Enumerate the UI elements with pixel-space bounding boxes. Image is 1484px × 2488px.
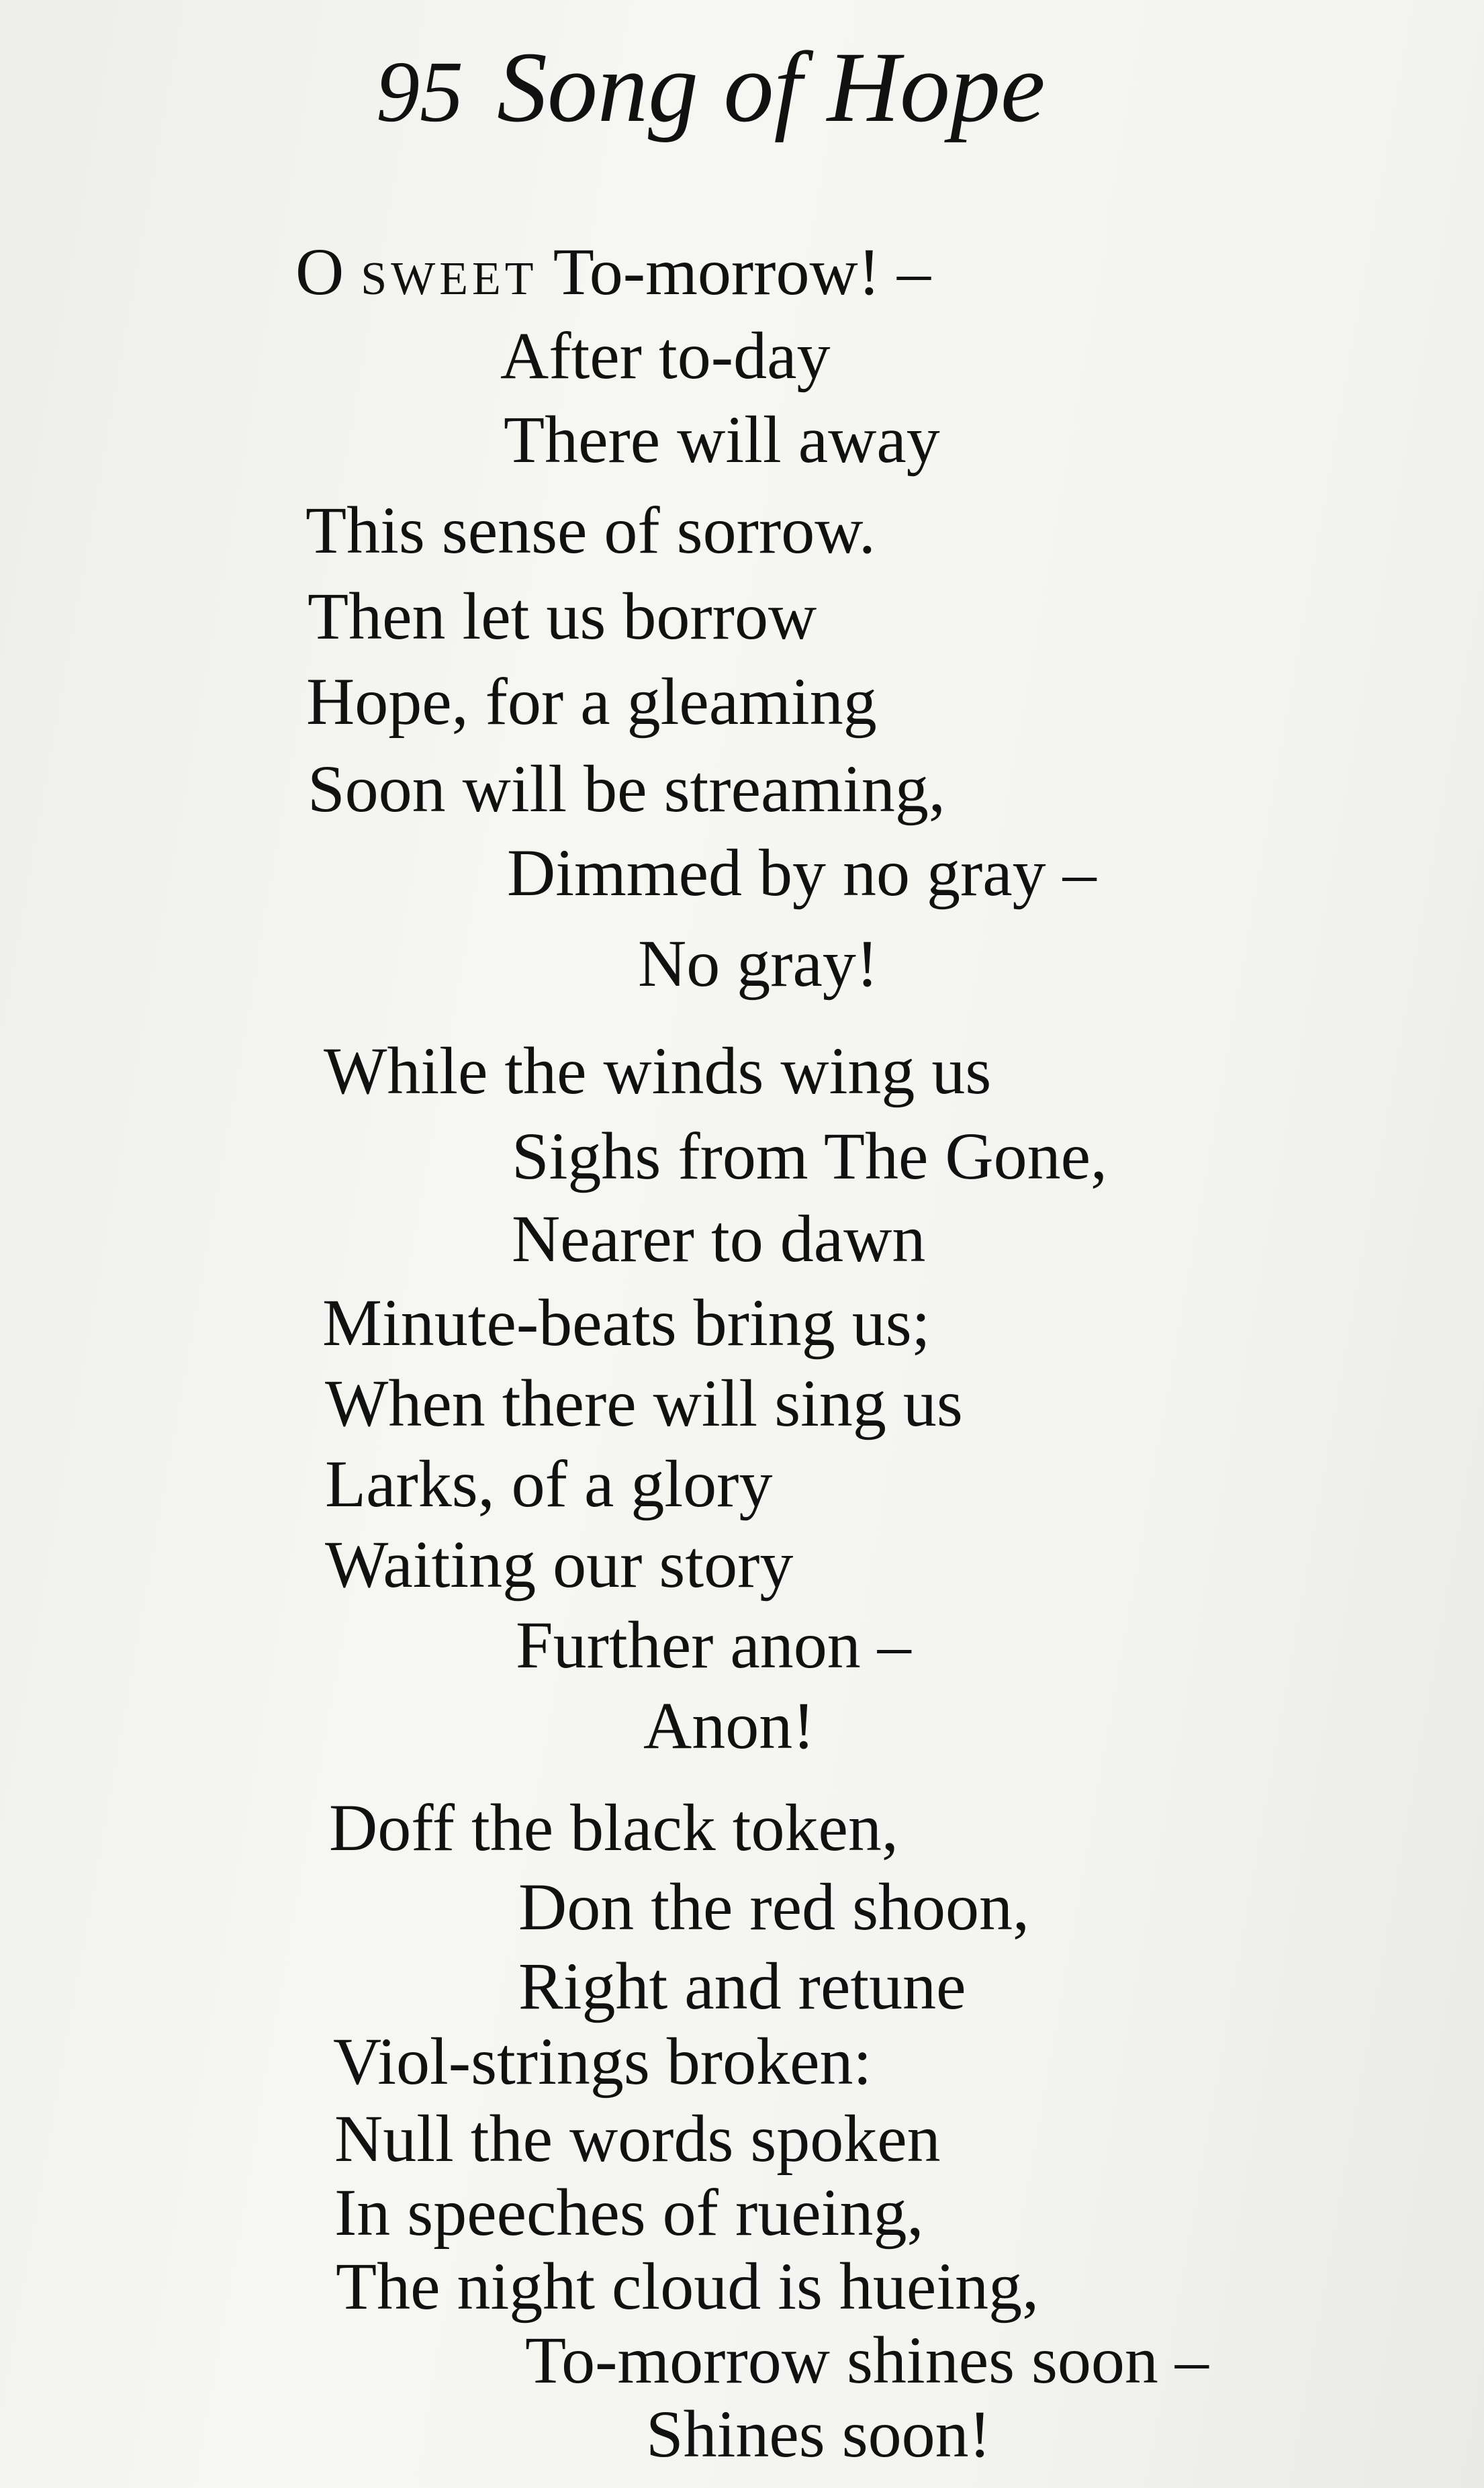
poem-line: Sighs from The Gone, <box>512 1119 1107 1193</box>
poem-heading <box>376 27 1046 148</box>
poem-line: Viol-strings broken: <box>333 2024 872 2099</box>
poem-line: To-morrow shines soon – <box>525 2323 1209 2397</box>
line-text: To-morrow! – <box>537 234 931 309</box>
poem-line: While the winds wing us <box>324 1033 992 1108</box>
poem-line: Waiting our story <box>325 1527 794 1602</box>
poem-line: Further anon – <box>516 1608 911 1682</box>
poem-line: Then let us borrow <box>308 579 817 653</box>
poem-line: Hope, for a gleaming <box>306 664 877 739</box>
poem-line: There will away <box>504 402 940 477</box>
poem-line: This sense of sorrow. <box>306 493 876 567</box>
small-caps-word: sweet <box>361 234 538 309</box>
poem-line: Soon will be streaming, <box>308 751 945 826</box>
poem-line: After to-day <box>500 318 831 393</box>
poem-title: Song of Hope <box>497 32 1046 143</box>
poem-line: Dimmed by no gray – <box>507 835 1097 910</box>
poem-line: Doff the black token, <box>329 1790 898 1865</box>
poem-line: In speeches of rueing, <box>334 2175 924 2250</box>
poem-line: Null the words spoken <box>334 2101 941 2176</box>
poem-line: No gray! <box>638 926 879 1001</box>
poem-line: Anon! <box>643 1688 815 1763</box>
poem-line: Nearer to dawn <box>512 1201 926 1276</box>
poem-line: Don the red shoon, <box>518 1870 1029 1944</box>
poem-line: When there will sing us <box>325 1366 963 1440</box>
poem-line: Shines soon! <box>646 2397 991 2471</box>
poem-line: The night cloud is hueing, <box>336 2249 1039 2323</box>
poem-line <box>295 234 931 309</box>
drop-letter: O <box>295 234 344 309</box>
poem-line: Right and retune <box>518 1949 966 2023</box>
poem-number: 95 <box>376 44 463 140</box>
poem-line: Larks, of a glory <box>325 1446 773 1521</box>
poem-line: Minute-beats bring us; <box>322 1285 931 1360</box>
